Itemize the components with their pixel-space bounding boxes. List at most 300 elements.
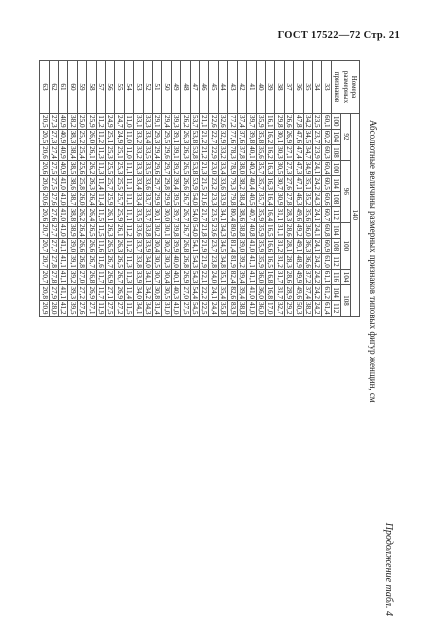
table-cell: 22,7 [209,130,218,144]
sub-header: 100 [331,160,340,176]
table-cell: 11,4 [97,193,106,206]
table-cell: 20,6 [40,208,49,222]
sub-header: 104 [331,285,340,301]
table-row [247,61,256,317]
table-cell: 49,6 [294,208,303,222]
table-cell: 53,9 [191,177,200,190]
table-cell: 46,3 [294,192,303,206]
table-cell: 25,4 [78,146,87,159]
table-cell: 39,1 [172,130,181,144]
table-cell: 29,6 [153,161,162,175]
table-cell: 60,8 [322,224,331,237]
table-cell: 47,4 [294,146,303,159]
table-row [218,61,227,317]
table-cell: 40,7 [247,208,256,222]
table-cell: 11,6 [97,255,106,268]
sub-header: 104 [331,129,340,145]
table-cell: 41,0 [247,301,256,315]
table-cell: 27,8 [285,192,294,206]
table-cell: 30,1 [275,130,284,144]
table-cell: 80,4 [228,208,237,222]
table-cell: 35,6 [303,208,312,222]
table-cell: 33,3 [144,115,153,128]
table-cell: 26,9 [115,286,124,299]
table-cell: 49,2 [294,224,303,237]
table-cell: 35,1 [303,177,312,190]
table-cell: 23,5 [209,208,218,222]
table-cell: 20,6 [40,161,49,175]
table-cell: 61,4 [322,301,331,315]
table-cell: 16,1 [266,115,275,128]
table-cell: 35,2 [303,192,312,206]
table-cell: 40,1 [247,146,256,159]
table-cell: 27,5 [50,177,58,190]
row-number: 35 [303,61,312,114]
table-cell: 26,9 [181,270,190,284]
table-cell: 60,9 [322,239,331,253]
table-cell: 30,2 [162,239,171,253]
row-number: 62 [49,61,58,114]
table-cell: 27,1 [87,301,96,315]
row-number: 59 [77,61,86,114]
table-cell: 16,8 [266,286,275,299]
table-cell: 11,6 [97,239,106,253]
table-cell: 28,9 [285,286,294,299]
table-cell: 40,1 [172,270,181,284]
sub-header: 112 [331,300,340,316]
table-cell: 16,8 [266,270,275,284]
table-cell: 40,8 [247,224,256,237]
table-cell: 16,2 [266,130,275,144]
table-cell: 61,0 [322,255,331,268]
row-header: Номера размерных признаков [331,61,359,114]
table-cell: 47,8 [294,115,303,128]
table-cell: 25,9 [87,115,96,128]
table-cell: 32,9 [219,130,228,144]
table-cell: 54,5 [191,301,200,315]
table-row [134,61,143,317]
table-cell: 26,5 [106,239,115,253]
table-cell: 26,3 [106,224,115,237]
table-cell: 24,1 [313,239,322,253]
table-cell: 24,9 [115,130,124,144]
table-cell: 30,4 [153,239,162,253]
table-cell: 39,7 [172,208,181,222]
table-cell: 27,0 [181,286,190,299]
table-cell: 25,5 [115,177,124,190]
table-cell: 16,2 [266,146,275,159]
table-cell: 38,6 [68,177,77,190]
table-cell: 32,6 [219,115,228,128]
table-cell: 35,8 [219,301,228,315]
table-cell: 35,7 [256,161,265,175]
table-cell: 34,0 [144,255,153,268]
table-cell: 38,8 [238,301,247,315]
table-cell: 27,9 [50,286,58,299]
table-cell: 40,9 [59,115,68,128]
table-cell: 39,8 [247,130,256,144]
table-cell: 34,8 [219,255,228,268]
table-cell: 31,1 [275,208,284,222]
table-row [143,61,152,317]
table-cell: 25,3 [106,146,115,159]
table-cell: 29,4 [153,146,162,159]
table-cell: 21,2 [200,130,209,144]
table-cell: 29,4 [162,115,171,128]
table-cell: 11,9 [97,302,106,315]
table-cell: 33,8 [144,224,153,237]
table-cell: 11,0 [125,146,134,159]
table-cell: 26,6 [87,239,96,253]
table-cell: 24,0 [209,270,218,284]
table-cell: 21,1 [200,115,209,128]
table-cell: 41,1 [59,239,68,253]
table-cell: 31,7 [275,270,284,284]
table-cell: 41,0 [59,192,68,206]
table-cell: 35,7 [256,192,265,206]
table-cell: 60,5 [322,177,331,190]
table-cell: 26,5 [115,255,124,268]
table-cell: 80,9 [228,224,237,237]
table-cell: 21,2 [200,146,209,159]
table-cell: 23,3 [209,192,218,206]
table-cell: 26,1 [115,224,124,237]
table-cell: 21,9 [200,239,209,253]
row-number: 42 [237,61,246,114]
table-cell: 28,6 [285,270,294,284]
table-cell: 33,4 [134,177,143,190]
table-cell: 29,1 [153,115,162,128]
row-number: 58 [87,61,96,114]
table-cell: 23,8 [209,255,218,268]
table-cell: 23,7 [209,239,218,253]
table-cell: 26,9 [285,130,294,144]
table-row [303,61,312,317]
table-cell: 26,1 [87,146,96,159]
row-number: 61 [59,61,68,114]
table-row [312,61,321,317]
table-cell: 41,1 [247,255,256,268]
table-cell: 26,7 [181,224,190,237]
table-cell: 39,2 [238,255,247,268]
table-cell: 11,3 [97,162,106,175]
table-cell: 38,2 [238,177,247,190]
table-cell: 34,5 [219,239,228,253]
table-cell: 27,6 [50,208,58,222]
table-cell: 39,5 [172,192,181,206]
row-number: 39 [265,61,274,114]
height-group-header: 96 [341,160,350,222]
group-header: 140 [350,114,359,317]
table-cell: 29,5 [162,130,171,144]
table-cell: 26,5 [87,224,96,237]
continuation-title: Продолжение табл. 4 [383,522,394,616]
table-row [322,61,331,317]
data-table [39,60,360,317]
table-cell: 33,3 [134,161,143,175]
table-cell: 29,7 [153,177,162,190]
table-cell: 11,7 [97,271,106,284]
table-cell: 26,7 [181,192,190,206]
table-cell: 35,9 [256,115,265,128]
table-cell: 31,2 [275,255,284,268]
table-cell: 33,2 [134,146,143,159]
table-cell: 26,4 [78,224,87,237]
table-cell: 39,2 [172,161,181,175]
table-cell: 36,0 [256,286,265,299]
row-number: 53 [134,61,143,114]
table-cell: 78,9 [228,161,237,175]
table-cell: 34,9 [303,161,312,175]
table-cell: 33,5 [134,208,143,222]
table-cell: 53,7 [191,115,200,128]
table-row [256,61,265,317]
table-row [162,61,171,317]
table-cell: 25,6 [78,161,87,175]
table-cell: 11,3 [125,271,134,284]
table-cell: 24,2 [313,286,322,299]
table-row [59,61,68,317]
table-cell: 26,9 [87,286,96,299]
table-cell: 11,0 [125,115,134,128]
table-cell: 26,7 [115,270,124,284]
row-number: 36 [294,61,303,114]
table-cell: 31,0 [162,301,171,315]
table-cell: 26,2 [78,208,87,222]
table-cell: 20,7 [40,224,49,237]
table-row [200,61,209,317]
table-cell: 39,5 [68,301,77,315]
table-cell: 54,3 [191,255,200,268]
table-cell: 34,2 [144,286,153,299]
table-cell: 26,6 [285,115,294,128]
table-cell: 26,5 [181,161,190,175]
table-cell: 33,5 [144,146,153,159]
table-cell: 61,1 [322,270,331,284]
table-cell: 35,9 [256,208,265,222]
table-cell: 30,7 [153,270,162,284]
table-caption: Абсолютные величины размерных признаков типовых фигур женщин, см [368,120,378,403]
table-cell: 23,9 [313,146,322,159]
table-cell: 24,1 [313,224,322,237]
row-number: 63 [40,61,49,114]
table-cell: 30,2 [153,224,162,237]
table-cell: 37,4 [238,115,247,128]
table-cell: 40,0 [172,255,181,268]
table-cell: 30,4 [162,270,171,284]
table-cell: 30,0 [162,208,171,222]
table-cell: 27,3 [50,130,58,144]
sub-header: 104 [331,176,340,192]
table-cell: 41,0 [59,177,68,190]
row-number: 43 [228,61,237,114]
table-cell: 29,2 [285,301,294,315]
table-cell: 54,4 [191,286,200,299]
page-header: ГОСТ 17522—72 Стр. 21 [277,30,400,41]
table-cell: 36,0 [303,224,312,237]
table-cell: 26,7 [106,255,115,268]
table-cell: 41,0 [247,239,256,253]
table-row [68,61,77,317]
table-row [265,61,274,317]
table-cell: 30,3 [275,146,284,159]
table-cell: 27,7 [50,239,58,253]
table-cell: 27,2 [78,286,87,299]
table-cell: 25,7 [106,177,115,190]
table-row [228,61,237,317]
table-row [181,61,190,317]
table-cell: 11,5 [97,208,106,222]
table-cell: 38,5 [68,161,77,175]
table-cell: 24,4 [209,301,218,315]
sub-header: 112 [331,254,340,270]
row-number: 46 [200,61,209,114]
table-cell: 27,6 [285,177,294,190]
table-cell: 39,4 [238,270,247,284]
table-cell: 30,5 [275,161,284,175]
table-cell: 24,2 [313,177,322,190]
table-cell: 82,6 [228,286,237,299]
table-cell: 54,1 [191,239,200,253]
table-cell: 21,8 [200,224,209,237]
row-number: 34 [312,61,321,114]
table-cell: 38,4 [238,192,247,206]
table-cell: 24,2 [313,255,322,268]
table-cell: 33,4 [144,130,153,144]
table-cell: 34,1 [144,270,153,284]
table-cell: 38,8 [238,224,247,237]
table-cell: 49,6 [294,286,303,299]
table-cell: 11,1 [125,193,134,206]
table-cell: 26,7 [181,208,190,222]
table-cell: 16,5 [266,224,275,237]
row-number: 50 [162,61,171,114]
table-cell: 24,2 [313,301,322,315]
table-cell: 26,7 [87,255,96,268]
row-number: 45 [209,61,218,114]
table-cell: 39,9 [172,239,181,253]
table-cell: 30,8 [153,286,162,299]
table-cell: 11,5 [125,302,134,315]
table-cell: 23,6 [209,224,218,237]
table-row [87,61,96,317]
table-cell: 22,9 [209,146,218,159]
row-number: 54 [124,61,133,114]
table-cell: 27,4 [50,146,58,159]
table-cell: 11,7 [97,286,106,299]
table-cell: 30,9 [275,192,284,206]
table-cell: 39,1 [172,146,181,159]
table-cell: 81,9 [228,255,237,268]
rotated-table-area [40,60,396,620]
table-cell: 41,1 [59,270,68,284]
table-cell: 24,1 [209,286,218,299]
table-cell: 33,5 [144,161,153,175]
height-group-header: 100 [341,223,350,270]
table-cell: 54,0 [191,192,200,206]
table-cell: 38,2 [68,115,77,128]
table-cell: 60,7 [322,208,331,222]
table-row [237,61,246,317]
table-cell: 34,7 [303,146,312,159]
table-cell: 41,1 [59,286,68,299]
table-cell: 27,1 [285,146,294,159]
table-cell: 20,5 [40,115,49,128]
table-cell: 21,6 [200,192,209,206]
table-cell: 39,4 [238,286,247,299]
table-cell: 33,7 [144,208,153,222]
table-cell: 38,6 [238,208,247,222]
table-cell: 20,6 [40,192,49,206]
table-cell: 27,8 [50,270,58,284]
table-cell: 26,3 [181,146,190,159]
table-row [124,61,133,317]
table-cell: 39,0 [68,239,77,253]
table-cell: 40,9 [59,161,68,175]
table-cell: 25,0 [78,115,87,128]
table-cell: 33,6 [144,177,153,190]
table-cell: 25,2 [78,130,87,144]
table-cell: 27,5 [50,161,58,175]
table-row [171,61,180,317]
table-cell: 33,2 [134,130,143,144]
table-cell: 29,3 [153,130,162,144]
height-group-header: 104 [341,269,350,285]
table-cell: 34,2 [303,115,312,128]
table-cell: 25,1 [106,130,115,144]
table-cell: 41,0 [247,286,256,299]
table-cell: 20,9 [40,301,49,315]
table-cell: 27,3 [50,115,58,128]
table-cell: 31,4 [153,301,162,315]
table-cell: 25,1 [115,146,124,159]
table-cell: 27,5 [181,301,190,315]
table-cell: 27,7 [50,224,58,237]
table-cell: 33,9 [144,239,153,253]
table-cell: 22,2 [200,286,209,299]
table-cell: 34,0 [134,286,143,299]
table-row [49,61,58,317]
table-cell: 41,1 [59,255,68,268]
table-cell: 22,5 [200,301,209,315]
table-cell: 24,1 [313,161,322,175]
table-cell: 38,4 [68,146,77,159]
table-cell: 47,3 [294,161,303,175]
table-cell: 26,3 [115,239,124,253]
table-row [77,61,86,317]
table-cell: 40,5 [247,192,256,206]
table-row [284,61,293,317]
table-cell: 29,8 [162,177,171,190]
table-row [275,61,284,317]
table-cell: 49,1 [294,239,303,253]
table-cell: 28,3 [285,208,294,222]
table-cell: 16,5 [266,255,275,268]
table-cell: 41,0 [59,224,68,237]
table-cell: 54,0 [191,208,200,222]
table-cell: 33,9 [134,270,143,284]
table-cell: 11,0 [125,130,134,144]
table-cell: 26,8 [87,270,96,284]
table-cell: 60,2 [322,130,331,144]
table-cell: 33,9 [219,192,228,206]
table-cell: 82,4 [228,270,237,284]
table-cell: 37,2 [303,270,312,284]
table-cell: 33,6 [219,177,228,190]
table-cell: 11,3 [125,255,134,268]
table-cell: 28,3 [285,255,294,268]
table-cell: 81,4 [228,239,237,253]
